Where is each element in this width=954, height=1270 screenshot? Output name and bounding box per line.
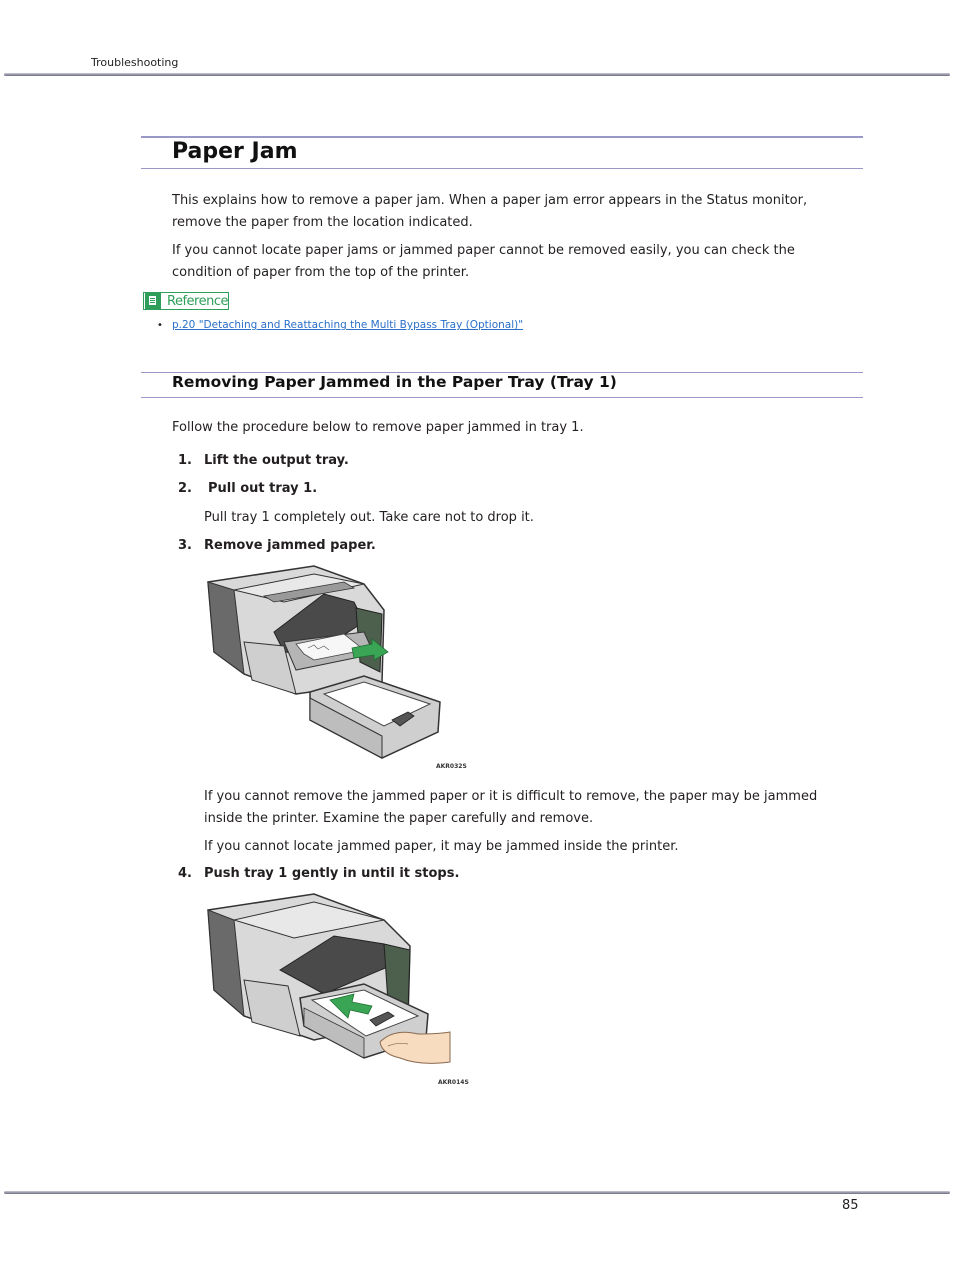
step-4-number: 4.	[178, 866, 192, 881]
figure-remove-jammed-paper	[204, 562, 474, 772]
figure-1-code: AKR032S	[436, 763, 467, 770]
reference-label: Reference	[167, 293, 228, 309]
reference-bullet: •	[157, 320, 163, 331]
page-title: Paper Jam	[172, 139, 298, 164]
step-3-detail-1: If you cannot remove the jammed paper or it is difficult to remove, the paper may be jammed inside the printer. Examine the paper carefully and remove.	[204, 789, 818, 826]
step-2-detail: Pull tray 1 completely out. Take care not to drop it.	[204, 510, 534, 525]
header-rule	[4, 73, 950, 76]
subsection-title: Removing Paper Jammed in the Paper Tray (Tray 1)	[172, 373, 617, 391]
intro-paragraph-2: If you cannot locate paper jams or jammed paper cannot be removed easily, you can check the condition of paper from the top of the printer.	[172, 243, 795, 280]
intro-paragraph-1: This explains how to remove a paper jam. When a paper jam error appears in the Status monitor, remove the paper from the location indicated.	[172, 193, 808, 230]
subsection-intro: Follow the procedure below to remove paper jammed in tray 1.	[172, 420, 584, 435]
step-1-text: Lift the output tray.	[204, 453, 349, 468]
reference-link[interactable]: p.20 "Detaching and Reattaching the Multi Bypass Tray (Optional)"	[172, 319, 524, 331]
step-3-number: 3.	[178, 538, 192, 553]
figure-push-tray-in	[204, 890, 474, 1090]
reference-badge	[143, 292, 229, 310]
step-2-text: Pull out tray 1.	[208, 481, 318, 496]
running-header: Troubleshooting	[91, 56, 179, 69]
figure-2-code: AKR014S	[438, 1079, 469, 1086]
footer-rule	[4, 1191, 950, 1194]
step-3-detail-2: If you cannot locate jammed paper, it may be jammed inside the printer.	[204, 839, 679, 854]
subsection-rule-bottom	[141, 397, 863, 398]
title-rule-bottom	[141, 168, 863, 169]
title-rule-top	[141, 136, 863, 138]
page-number: 85	[842, 1198, 859, 1213]
step-1-number: 1.	[178, 453, 192, 468]
reference-icon	[145, 293, 161, 309]
step-3-text: Remove jammed paper.	[204, 538, 376, 553]
step-4-text: Push tray 1 gently in until it stops.	[204, 866, 460, 881]
step-2-number: 2.	[178, 481, 192, 496]
